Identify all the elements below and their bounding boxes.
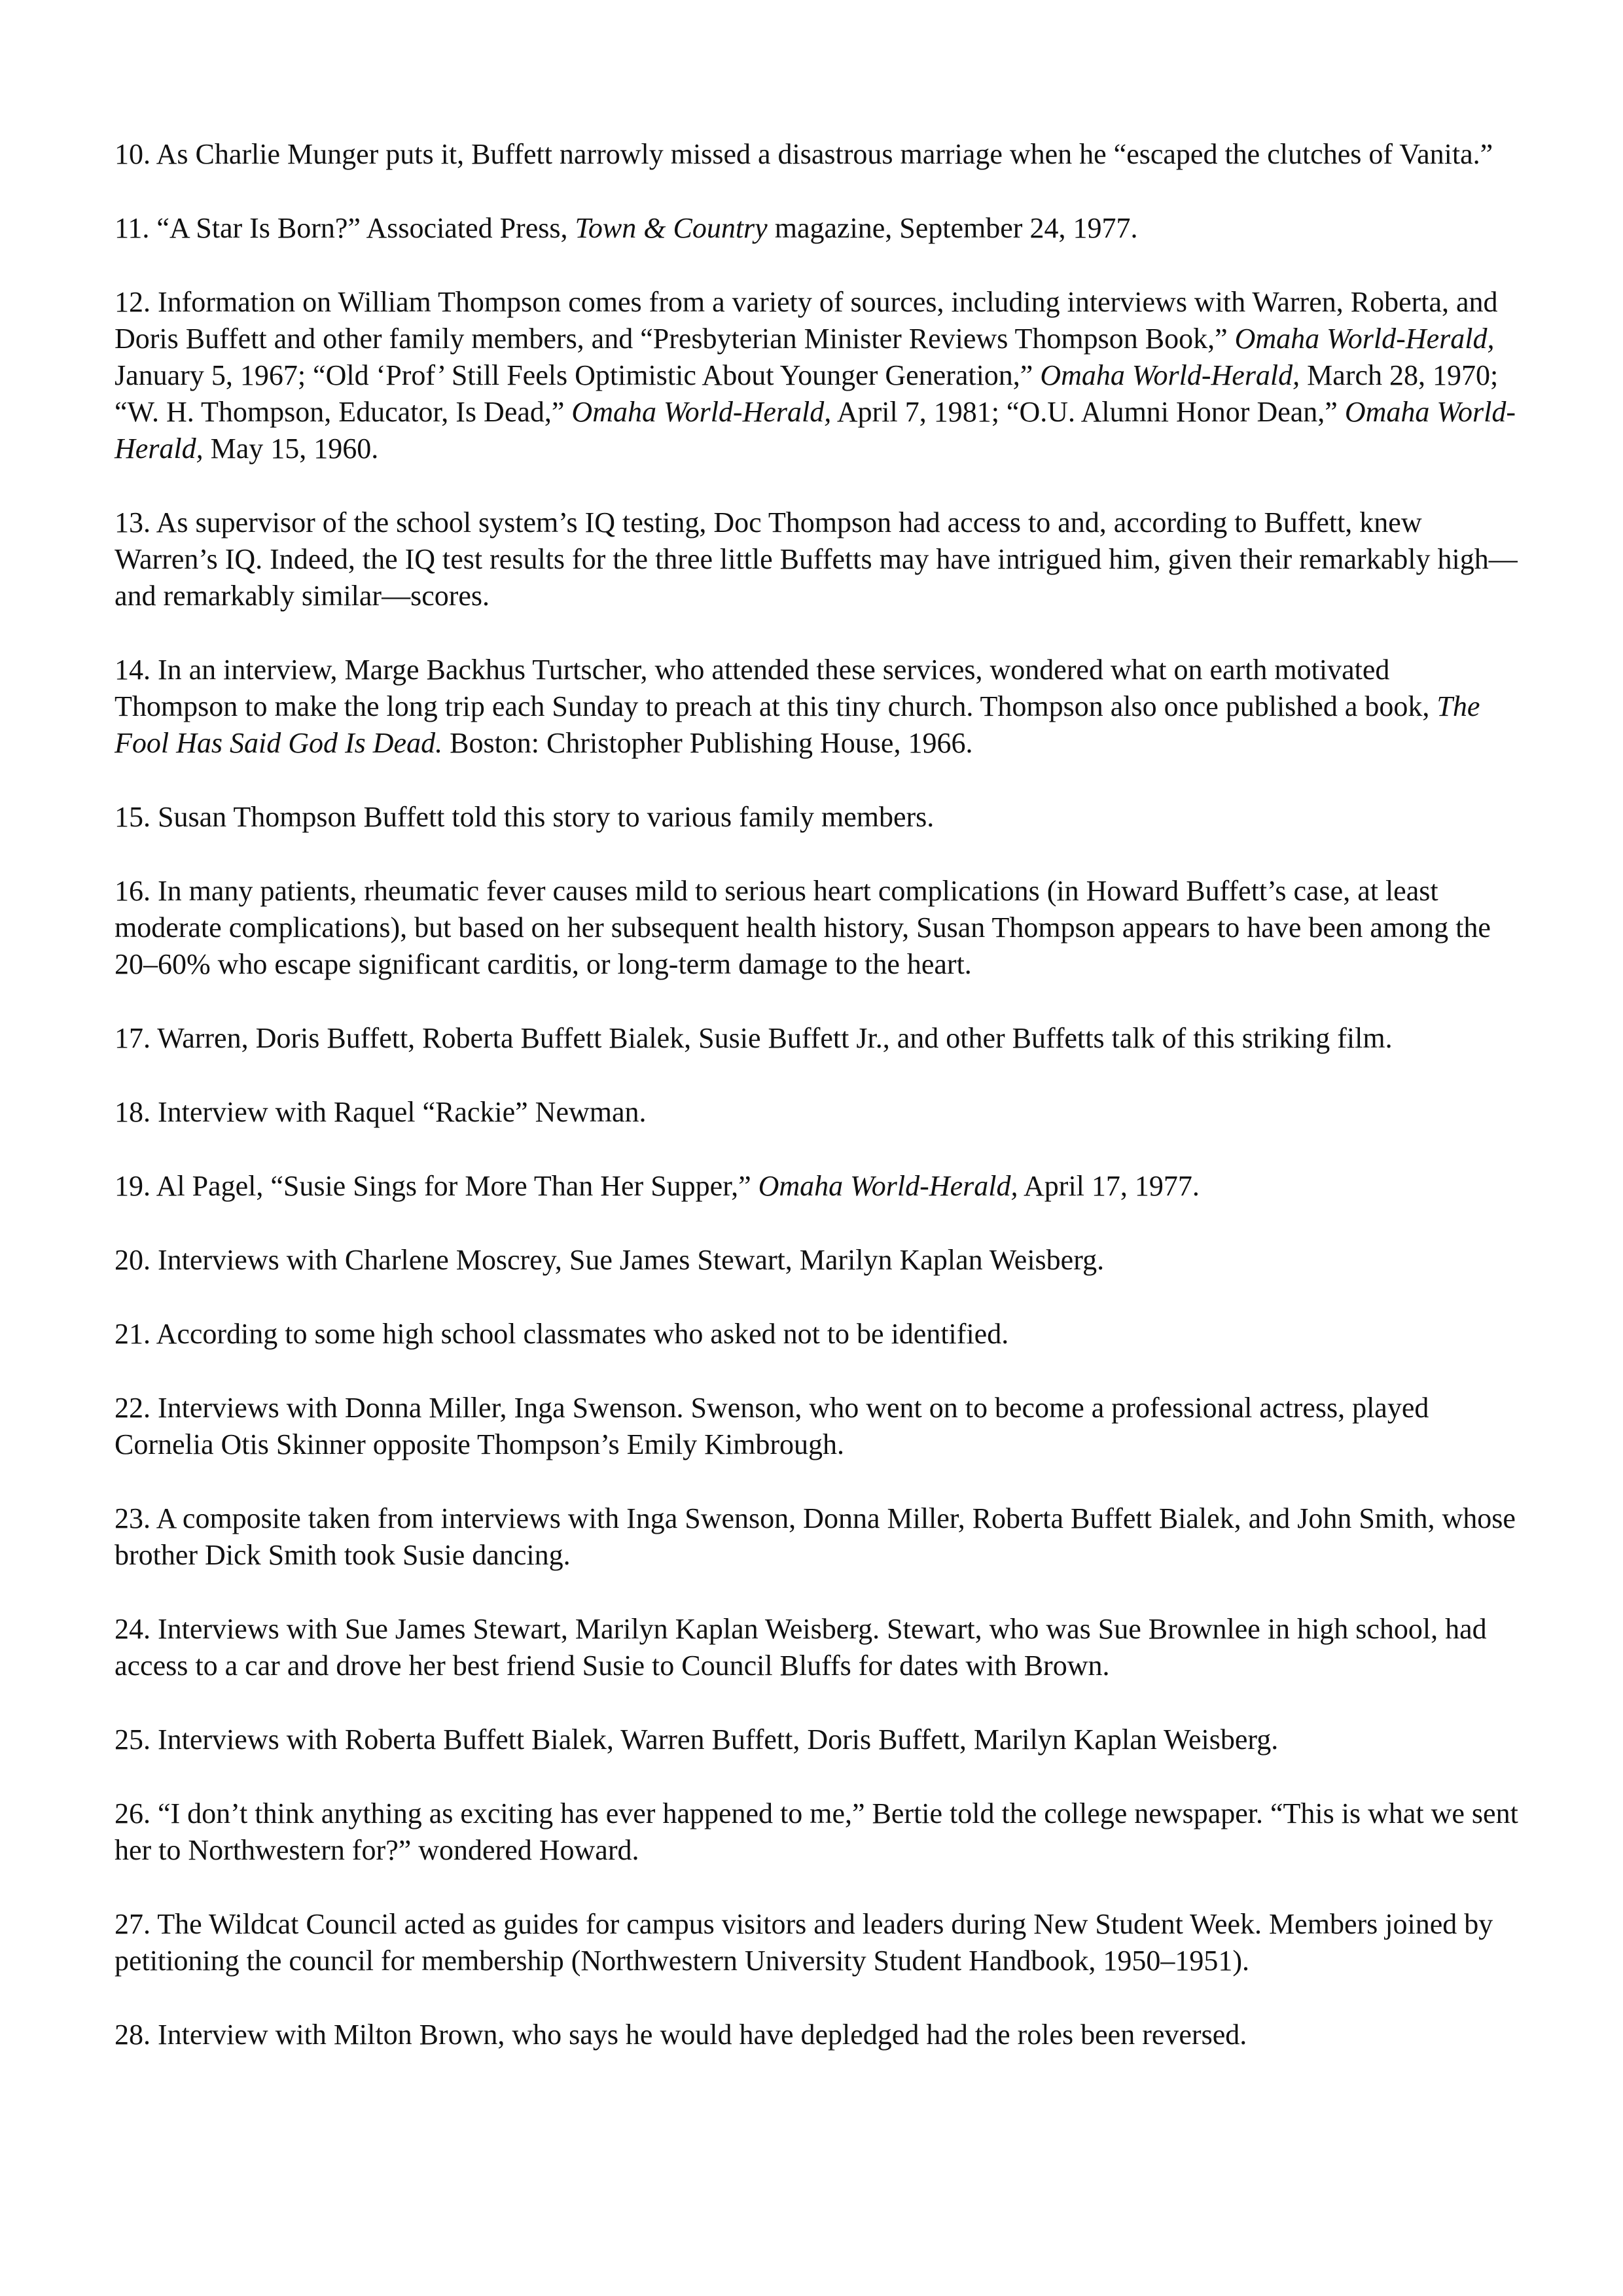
note-21 (115, 1316, 1518, 1352)
note-13 (115, 504, 1518, 614)
note-text: 20. Interviews with Charlene Moscrey, Sue James Stewart, Marilyn Kaplan Weisberg. (115, 1244, 1105, 1276)
note-24 (115, 1611, 1518, 1684)
note-text: 22. Interviews with Donna Miller, Inga Swenson. Swenson, who went on to become a professional actress, played Cornelia Otis Skinner opposite Thompson’s Emily Kimbrough. (115, 1392, 1429, 1460)
italic-title: Town & Country (575, 212, 768, 244)
note-26 (115, 1795, 1518, 1869)
note-11 (115, 210, 1518, 247)
note-18 (115, 1094, 1518, 1131)
italic-title: The Fool Has Said God Is Dead. (115, 690, 1480, 759)
note-14 (115, 652, 1518, 762)
note-17 (115, 1020, 1518, 1057)
note-22 (115, 1390, 1518, 1463)
italic-title: Omaha World-Herald, (571, 396, 832, 428)
note-20 (115, 1242, 1518, 1279)
note-text: 21. According to some high school classmates who asked not to be identified. (115, 1318, 1009, 1350)
note-25 (115, 1722, 1518, 1758)
note-text: 23. A composite taken from interviews with Inga Swenson, Donna Miller, Roberta Buffett Bialek, and John Smith, whose brother Dick Smith took Susie dancing. (115, 1502, 1516, 1571)
note-12 (115, 284, 1518, 467)
note-text: 28. Interview with Milton Brown, who says he would have depledged had the roles been reversed. (115, 2019, 1247, 2051)
note-28 (115, 2017, 1518, 2053)
note-27 (115, 1906, 1518, 1979)
note-text: May 15, 1960. (203, 433, 379, 465)
note-text: 14. In an interview, Marge Backhus Turtscher, who attended these services, wondered what on earth motivated Thompson to make the long trip each Sunday to preach at this tiny church. Thompson also once published a book, (115, 654, 1437, 722)
italic-title: Omaha World-Herald, (115, 396, 1516, 465)
note-text: magazine, September 24, 1977. (767, 212, 1138, 244)
note-text: 26. “I don’t think anything as exciting has ever happened to me,” Bertie told the college newspaper. “This is what we sent her to Northwestern for?” wondered Howard. (115, 1797, 1518, 1866)
note-text: January 5, 1967; “Old ‘Prof’ Still Feels Optimistic About Younger Generation,” (115, 359, 1041, 391)
note-text: 16. In many patients, rheumatic fever causes mild to serious heart complications (in Howard Buffett’s case, at least moderate complications), but based on her subsequent health history, Susan Thompson appears to have been among the 20–60% who escape significant carditis, or long-term damage to the heart. (115, 875, 1491, 980)
note-text: 24. Interviews with Sue James Stewart, Marilyn Kaplan Weisberg. Stewart, who was Sue Brownlee in high school, had access to a car and drove her best friend Susie to Council Bluffs for dates with Brown. (115, 1613, 1487, 1682)
endnotes-list (115, 136, 1518, 2053)
note-text: March 28, 1970; “W. H. Thompson, Educator, Is Dead,” (115, 359, 1499, 428)
note-23 (115, 1500, 1518, 1574)
note-text: 11. “A Star Is Born?” Associated Press, (115, 212, 575, 244)
note-text: 17. Warren, Doris Buffett, Roberta Buffett Bialek, Susie Buffett Jr., and other Buffetts talk of this striking film. (115, 1022, 1393, 1054)
note-text: April 17, 1977. (1018, 1170, 1200, 1202)
note-text: 12. Information on William Thompson comes from a variety of sources, including interviews with Warren, Roberta, and Doris Buffett and other family members, and “Presbyterian Minister Reviews Thompson Book,” (115, 286, 1498, 355)
italic-title: Omaha World-Herald, (1040, 359, 1300, 391)
note-19 (115, 1168, 1518, 1205)
italic-title: Omaha World-Herald, (1234, 323, 1495, 355)
note-text: April 7, 1981; “O.U. Alumni Honor Dean,” (831, 396, 1345, 428)
note-text: 18. Interview with Raquel “Rackie” Newman. (115, 1096, 647, 1128)
note-text: 13. As supervisor of the school system’s IQ testing, Doc Thompson had access to and, according to Buffett, knew Warren’s IQ. Indeed, the IQ test results for the three little Buffetts may have intrigued him, given their remarkably high—and remarkably similar—scores. (115, 506, 1518, 612)
note-text: 15. Susan Thompson Buffett told this story to various family members. (115, 801, 935, 833)
note-text: 27. The Wildcat Council acted as guides for campus visitors and leaders during New Student Week. Members joined by petitioning the council for membership (Northwestern University Student Handbook, 1950–1951). (115, 1908, 1493, 1977)
note-text: 19. Al Pagel, “Susie Sings for More Than Her Supper,” (115, 1170, 758, 1202)
note-text: 10. As Charlie Munger puts it, Buffett narrowly missed a disastrous marriage when he “escaped the clutches of Vanita.” (115, 138, 1493, 170)
note-16 (115, 873, 1518, 983)
note-15 (115, 799, 1518, 836)
note-text: Boston: Christopher Publishing House, 1966. (442, 727, 973, 759)
note-10 (115, 136, 1518, 173)
italic-title: Omaha World-Herald, (758, 1170, 1018, 1202)
note-text: 25. Interviews with Roberta Buffett Bialek, Warren Buffett, Doris Buffett, Marilyn Kaplan Weisberg. (115, 1723, 1279, 1756)
